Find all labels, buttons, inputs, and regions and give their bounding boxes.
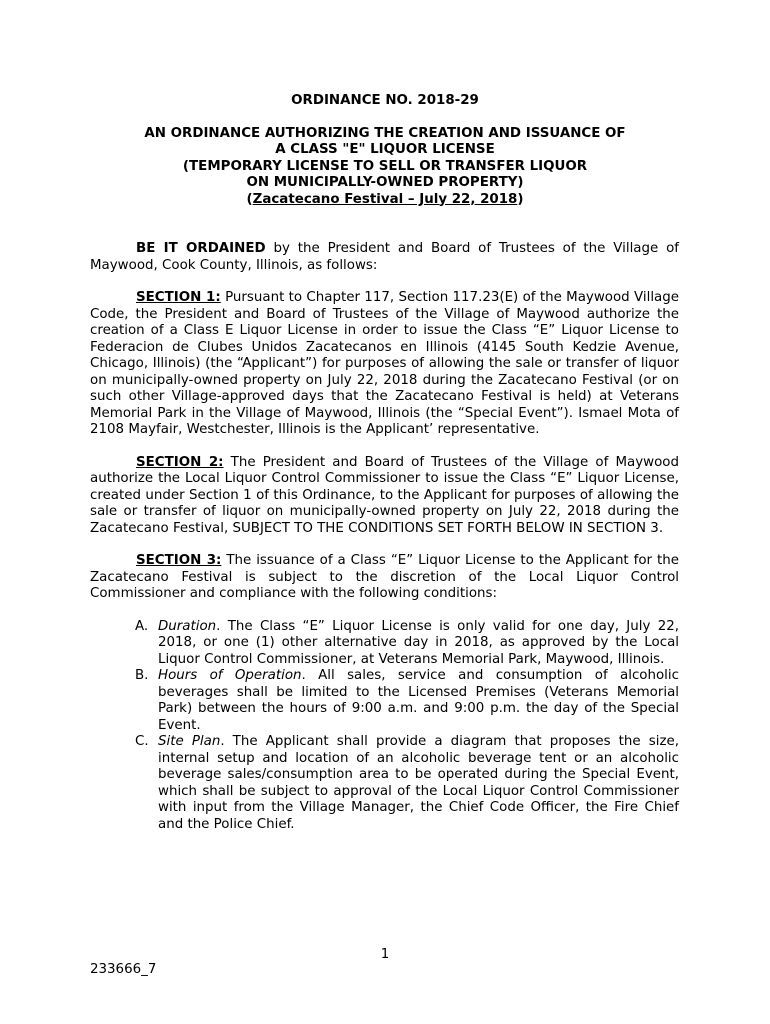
section-3-text: The issuance of a Class “E” Liquor License to the Applicant for the Zacatecano Festival is subject to the discretion of the Local Liquor Control Commissioner and compliance with the following conditions: <box>90 553 679 601</box>
condition-text: . All sales, service and consumption of alcoholic beverages shall be limited to the Licensed Premises (Veterans Memorial Park) between the hours of 9:00 a.m. and 9:00 p.m. the day of the Special Event. <box>158 668 679 733</box>
ordinance-body <box>90 241 679 833</box>
section-3-label: SECTION 3: <box>136 553 222 568</box>
section-1-paragraph <box>90 290 679 439</box>
condition-item <box>90 734 679 833</box>
section-1-text: Pursuant to Chapter 117, Section 117.23(E) of the Maywood Village Code, the President and Board of Trustees of the Village of Maywood authorize the creation of a Class E Liquor License in order to issue the Class “E” Liquor License to Federacion de Clubes Unidos Zacatecanos en Illinois (4145 South Kedzie Avenue, Chicago, Illinois) (the “Applicant”) for purposes of allowing the sale or transfer of liquor on municipally-owned property on July 22, 2018 during the Zacatecano Festival (or on such other Village-approved days that the Zacatecano Festival is held) at Veterans Memorial Park in the Village of Maywood, Illinois (the “Special Event”). Ismael Mota of 2108 Mayfair, Westchester, Illinois is the Applicant’ representative. <box>90 290 679 437</box>
condition-item <box>90 668 679 734</box>
event-paren-open: ( <box>246 191 253 207</box>
condition-letter: A. <box>135 618 149 634</box>
document-id: 233666_7 <box>90 962 157 977</box>
condition-heading: Site Plan <box>158 734 221 749</box>
condition-letter: B. <box>135 668 149 683</box>
title-line: ON MUNICIPALLY-OWNED PROPERTY) <box>246 175 524 190</box>
page-number: 1 <box>380 947 390 962</box>
conditions-list <box>90 619 679 834</box>
section-3-paragraph <box>90 553 679 603</box>
event-paren-close: ) <box>517 191 524 207</box>
event-line <box>90 192 680 209</box>
ordinance-number: ORDINANCE NO. 2018-29 <box>291 93 479 108</box>
section-1-label: SECTION 1: <box>136 290 221 305</box>
title-line: A CLASS "E" LIQUOR LICENSE <box>275 142 495 157</box>
section-2-text: The President and Board of Trustees of the Village of Maywood authorize the Local Liquor Control Commissioner to issue the Class “E” Liquor License, created under Section 1 of this Ordinance, to the Applicant for purposes of allowing the sale or transfer of liquor on municipally-owned property on July 22, 2018 during the Zacatecano Festival, SUBJECT TO THE CONDITIONS SET FORTH BELOW IN SECTION 3. <box>90 454 679 536</box>
preamble-text: by the President and Board of Trustees of the Village of Maywood, Cook County, Illinois, as follows: <box>90 241 680 273</box>
title-line: AN ORDINANCE AUTHORIZING THE CREATION AND ISSUANCE OF <box>144 125 626 141</box>
preamble-lead: BE IT ORDAINED <box>136 241 266 256</box>
preamble-paragraph <box>90 241 679 274</box>
section-2-label: SECTION 2: <box>136 454 224 470</box>
condition-letter: C. <box>135 734 149 749</box>
title-block <box>90 93 680 208</box>
section-2-paragraph <box>90 455 679 538</box>
condition-item <box>90 619 679 669</box>
condition-text: . The Applicant shall provide a diagram that proposes the size, internal setup and location of an alcoholic beverage tent or an alcoholic beverage sales/consumption area to be operated during the Special Event, which shall be subject to approval of the Local Liquor Control Commissioner with input from the Village Manager, the Chief Code Officer, the Fire Chief and the Police Chief. <box>158 734 679 832</box>
condition-heading: Hours of Operation <box>158 668 302 683</box>
condition-text: . The Class “E” Liquor License is only valid for one day, July 22, 2018, or one (1) other alternative day in 2018, as approved by the Local Liquor Control Commissioner, at Veterans Memorial Park, Maywood, Illinois. <box>158 618 679 667</box>
title-line: (TEMPORARY LICENSE TO SELL OR TRANSFER LIQUOR <box>182 158 588 174</box>
condition-heading: Duration <box>158 618 217 634</box>
event-name: Zacatecano Festival – July 22, 2018 <box>252 191 518 207</box>
